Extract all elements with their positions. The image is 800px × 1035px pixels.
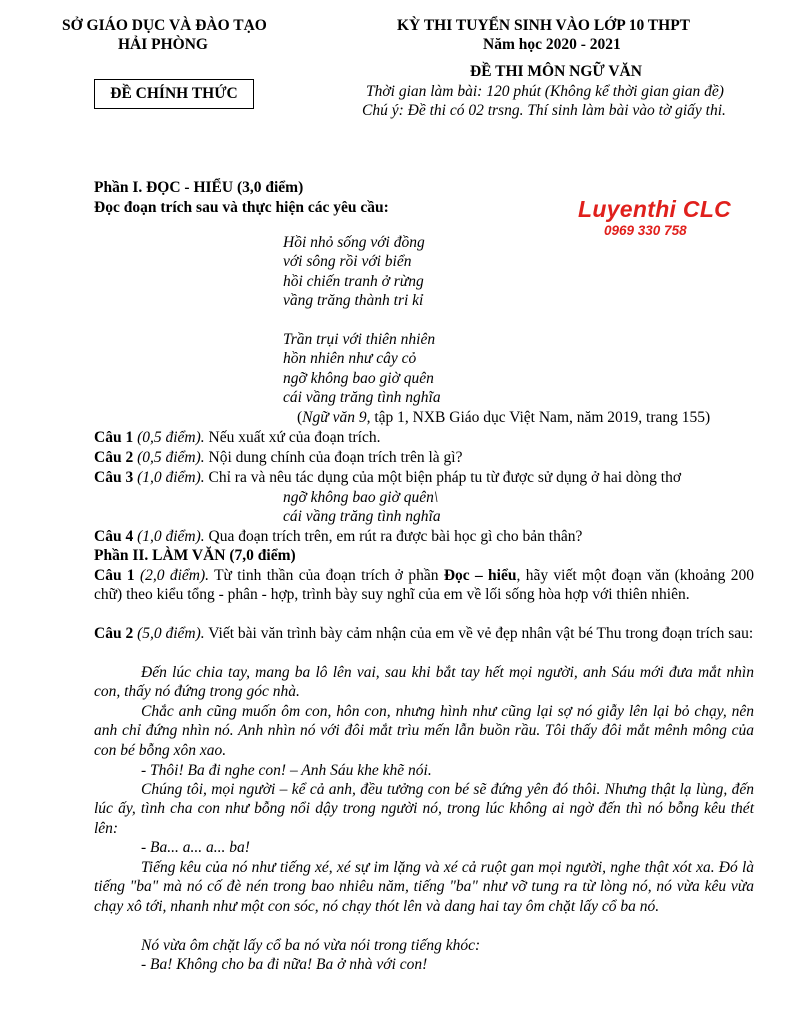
excerpt-paragraph: - Ba! Không cho ba đi nữa! Ba ở nhà với con! [141,956,428,973]
poem-line: với sông rồi với biển [283,253,412,270]
excerpt-paragraph: Nó vừa ôm chặt lấy cổ ba nó vừa nói trong tiếng khóc: [141,937,481,954]
question-3: Câu 3 (1,0 điểm). Chỉ ra và nêu tác dụng của một biện pháp tu từ được sử dụng ở hai dòng thơ [94,469,682,486]
poem-line: Trần trụi với thiên nhiên [283,331,436,348]
question-3-verse: ngỡ không bao giờ quên\ [283,489,439,506]
exam-title: KỲ THI TUYỂN SINH VÀO LỚP 10 THPT [397,17,690,34]
poem-line: ngỡ không bao giờ quên [283,370,434,387]
question-4: Câu 4 (1,0 điểm). Qua đoạn trích trên, em rút ra được bài học gì cho bản thân? [94,528,583,545]
excerpt-paragraph: Chắc anh cũng muốn ôm con, hôn con, nhưng hình như cũng lại sợ nó giẫy lên lại bỏ chạy, nên anh chỉ đứng nhìn nó. Anh nhìn nó với đôi mắt trìu mến lẫn buồn rầu. Tôi thấy đôi mắt mênh mông của con bé bỗng xôn xao. [94,703,754,759]
subject-title: ĐỀ THI MÔN NGỮ VĂN [470,63,642,80]
part1-title: Phần I. ĐỌC - HIỂU (3,0 điểm) [94,179,304,196]
school-year: Năm học 2020 - 2021 [483,36,621,53]
poem-line: hồn nhiên như cây cỏ [283,350,417,367]
excerpt-paragraph: Đến lúc chia tay, mang ba lô lên vai, sau khi bắt tay hết mọi người, anh Sáu mới đưa mắt nhìn con, thấy nó đứng trong góc nhà. [94,664,754,701]
question-1: Câu 1 (0,5 điểm). Nếu xuất xứ của đoạn trích. [94,429,381,446]
org-name: SỞ GIÁO DỤC VÀ ĐÀO TẠO [62,17,267,34]
excerpt-paragraph: Tiếng kêu của nó như tiếng xé, xé sự im lặng và xé cả ruột gan mọi người, nghe thật xót xa. Đó là tiếng "ba" mà nó cố đè nén trong bao nhiêu năm, tiếng "ba" như vỡ tung ra từ lòng nó, nó vừa kêu vừa chạy xô tới, nhanh như một con sóc, nó chạy thót lên và dang hai tay ôm chặt lấy cổ ba nó. [94,859,754,915]
watermark-phone: 0969 330 758 [604,223,687,238]
excerpt-paragraph: - Ba... a... a... ba! [141,839,250,856]
poem-line: cái vầng trăng tình nghĩa [283,389,441,406]
time-note: Thời gian làm bài: 120 phút (Không kể thời gian gian đề) [366,83,724,100]
poem-line: Hồi nhỏ sống với đồng [283,234,425,251]
essay-question-2: Câu 2 (5,0 điểm). Viết bài văn trình bày cảm nhận của em về vẻ đẹp nhân vật bé Thu trong đoạn trích sau: [94,625,754,642]
poem-line: vầng trăng thành tri kỉ [283,292,424,309]
part1-instruction: Đọc đoạn trích sau và thực hiện các yêu cầu: [94,199,389,216]
excerpt-paragraph: Chúng tôi, mọi người – kể cả anh, đều tưởng con bé sẽ đứng yên đó thôi. Nhưng thật lạ lùng, đến lúc ấy, tình cha con như bỗng nổi dậy trong người nó, trong lúc không ai ngờ đến thì nó bỗng kêu thét lên: [94,781,754,837]
question-3-verse: cái vầng trăng tình nghĩa [283,508,441,525]
excerpt-paragraph: - Thôi! Ba đi nghe con! – Anh Sáu khe khẽ nói. [141,762,432,779]
poem-line: hồi chiến tranh ở rừng [283,273,424,290]
essay-question-1: Câu 1 (2,0 điểm). Từ tinh thần của đoạn trích ở phần Đọc – hiểu, hãy viết một đoạn văn (khoảng 200 chữ) theo kiểu tổng - phân - hợp, trình bày suy nghĩ của em về lối sống hòa hợp với thiên nhiên. [94,567,754,604]
official-label: ĐỀ CHÍNH THỨC [94,79,254,109]
watermark-name: Luyenthi CLC [578,196,732,222]
page-note: Chú ý: Đề thi có 02 trsng. Thí sinh làm bài vào tờ giấy thi. [362,102,726,119]
poem-source: (Ngữ văn 9, tập 1, NXB Giáo dục Việt Nam, năm 2019, trang 155) [297,409,711,426]
part2-title: Phần II. LÀM VĂN (7,0 điểm) [94,547,296,564]
question-2: Câu 2 (0,5 điểm). Nội dung chính của đoạn trích trên là gì? [94,449,463,466]
org-province: HẢI PHÒNG [118,36,208,53]
